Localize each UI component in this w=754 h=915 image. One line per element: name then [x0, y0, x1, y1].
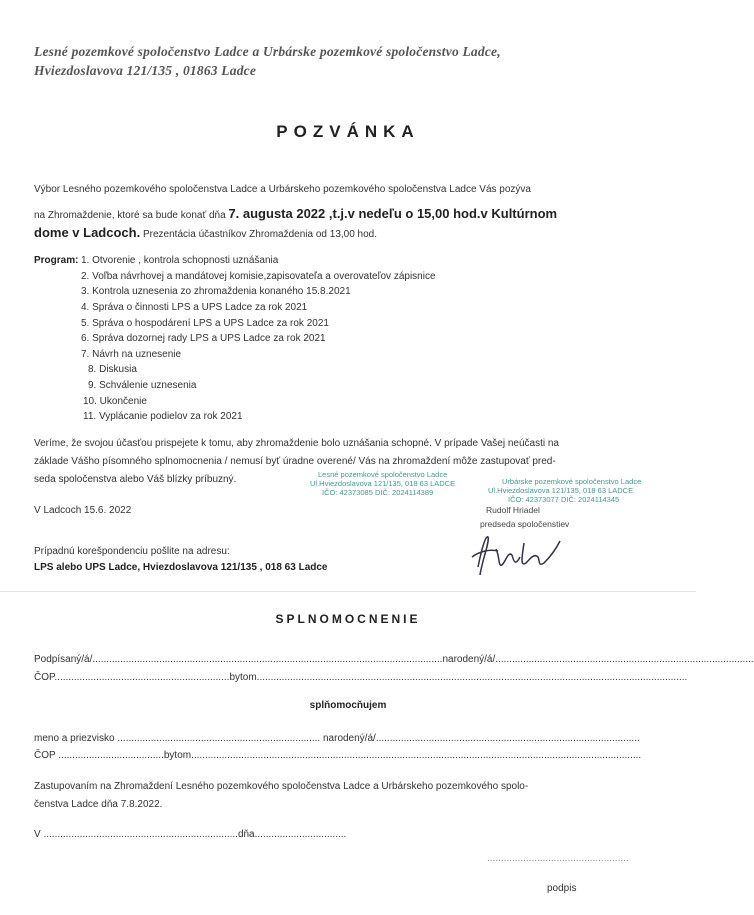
date-label: dňa	[237, 829, 255, 840]
proxy-id-label: ČOP	[34, 750, 56, 761]
place-label: V	[34, 829, 41, 840]
program-item: 8. Diskusia	[88, 364, 137, 375]
proxy-title: SPLNOMOCNENIE	[275, 612, 421, 626]
authorize-heading: splňomocňujem	[309, 700, 387, 711]
stamp-ups-line: IČO: 42373077 DIČ: 2024114345	[508, 495, 620, 504]
handwritten-signature	[468, 527, 578, 582]
meeting-place: dome v Ladcoch.	[34, 225, 141, 240]
representation-line-1: Zastupovaním na Zhromaždení Lesného pozemkového spoločenstva Ladce a Urbárskeho pozemkového spolo-	[34, 781, 529, 792]
proxy-name-field[interactable]: .........................................................................	[117, 733, 321, 744]
signatory-name: Rudolf Hriadel	[486, 505, 540, 515]
stamp-lps	[310, 470, 455, 497]
program-item: 10. Ukončenie	[83, 396, 147, 407]
program-item: 7. Návrh na uznesenie	[81, 349, 182, 360]
proxy-id-field[interactable]: ......................................	[58, 750, 164, 761]
signatory-role: predseda spoločenstiev	[480, 519, 570, 529]
stamp-lps-line: IČO: 42373085 DIČ: 2024114389	[322, 488, 434, 497]
header-line-2: Hviezdoslavova 121/135 , 01863 Ladce	[34, 63, 257, 78]
meeting-date: 7. augusta 2022 ,t.j.v nedeľu o 15,00 hod.v Kultúrnom	[228, 206, 558, 221]
proxy-name-label: meno a priezvisko	[34, 733, 115, 744]
proxy-row-2	[34, 672, 687, 683]
program-item: 3. Kontrola uznesenia zo zhromaždenia konaného 15.8.2021	[81, 286, 351, 297]
intro-line-2-text: na Zhromaždenie, ktoré sa bude konať dňa	[34, 210, 226, 221]
intro-line-3-text: Prezentácia účastníkov Zhromaždenia od 13,00 hod.	[142, 229, 378, 240]
closing-line-3: seda spoločenstva alebo Váš blízky príbuzný.	[34, 474, 237, 485]
signature-label: podpis	[547, 883, 577, 894]
proxy-row-1	[34, 654, 754, 665]
born-label: narodený/á/	[442, 654, 496, 665]
place-field[interactable]: ......................................................................	[43, 829, 238, 840]
proxy-row-3	[34, 733, 640, 744]
stamp-lps-line: Lesné pozemkové spoločenstvo Ladce	[318, 470, 448, 479]
stamp-lps-line: Ul.Hviezdoslavova 121/135, 018 63 LADCE	[310, 479, 456, 488]
representation-line-2: čenstva Ladce dňa 7.8.2022.	[34, 799, 163, 810]
program-item: 5. Správa o hospodárení LPS a UPS Ladce za rok 2021	[81, 318, 329, 329]
principal-birth-field[interactable]: .............................................................................................	[495, 654, 754, 665]
stamp-ups-line: Ul.Hviezdoslavova 121/135, 018 63 LADCE	[488, 486, 634, 495]
principal-label: Podpísaný/á/	[34, 654, 93, 665]
intro-line-3	[34, 225, 377, 240]
closing-line-1: Veríme, že svojou účasťou prispejete k tomu, aby zhromaždenie bolo uznášania schopné. V prípade Vašej neúčasti na	[34, 438, 559, 449]
stamp-ups-line: Urbárske pozemkové spoločenstvo Ladce	[502, 477, 642, 486]
signature-field[interactable]: ...................................................	[487, 853, 629, 864]
program-label: Program:	[34, 255, 79, 266]
correspondence-address: LPS alebo UPS Ladce, Hviezdoslavova 121/135 , 018 63 Ladce	[34, 562, 328, 573]
date-place: V Ladcoch 15.6. 2022	[34, 505, 132, 516]
program-item: 9. Schválenie uznesenia	[88, 380, 197, 391]
place-date-row	[34, 829, 346, 840]
stamp-ups	[488, 477, 641, 504]
date-field[interactable]: .................................	[254, 829, 347, 840]
closing-line-2: základe Vášho písomného splnomocnenia / nemusí byť úradne overené/ Vás na zhromaždení môže zastupovať pred-	[34, 456, 556, 467]
proxy-residence-field[interactable]: ..................................................................................................................................................................	[191, 750, 642, 761]
principal-id-field[interactable]: ...............................................................	[54, 672, 230, 683]
program-item: 6. Správa dozornej rady LPS a UPS Ladce za rok 2021	[81, 333, 326, 344]
header-line-1: Lesné pozemkové spoločenstvo Ladce a Urbárske pozemkové spoločenstvo Ladce,	[34, 44, 501, 59]
program-item: 4. Správa o činnosti LPS a UPS Ladce za rok 2021	[81, 302, 308, 313]
principal-residence-field[interactable]: ...........................................................................................................................................................	[256, 672, 688, 683]
program-item: 2. Voľba návrhovej a mandátovej komisie,zapisovateľa a overovateľov zápisnice	[81, 271, 436, 282]
divider	[0, 591, 696, 592]
id-label: ČOP	[34, 672, 55, 683]
proxy-row-4	[34, 750, 641, 761]
document-title: POZVÁNKA	[276, 122, 420, 141]
program-item: 11. Vyplácanie podielov za rok 2021	[83, 411, 243, 422]
proxy-born-label: narodený/á/	[322, 733, 376, 744]
intro-line-2	[34, 206, 557, 221]
intro-line-1: Výbor Lesného pozemkového spoločenstva Ladce a Urbárskeho pozemkového spoločenstva Ladce Vás pozýva	[34, 184, 531, 195]
proxy-residence-label: bytom	[163, 750, 192, 761]
principal-name-field[interactable]: ..............................................................................................................................	[92, 654, 443, 665]
program-item: 1. Otvorenie , kontrola schopnosti uznášania	[81, 255, 279, 266]
proxy-birth-field[interactable]: ...............................................................................................	[375, 733, 640, 744]
correspondence-line-1: Prípadnú korešpondenciu pošlite na adresu:	[34, 546, 230, 557]
residence-label: bytom	[229, 672, 257, 683]
